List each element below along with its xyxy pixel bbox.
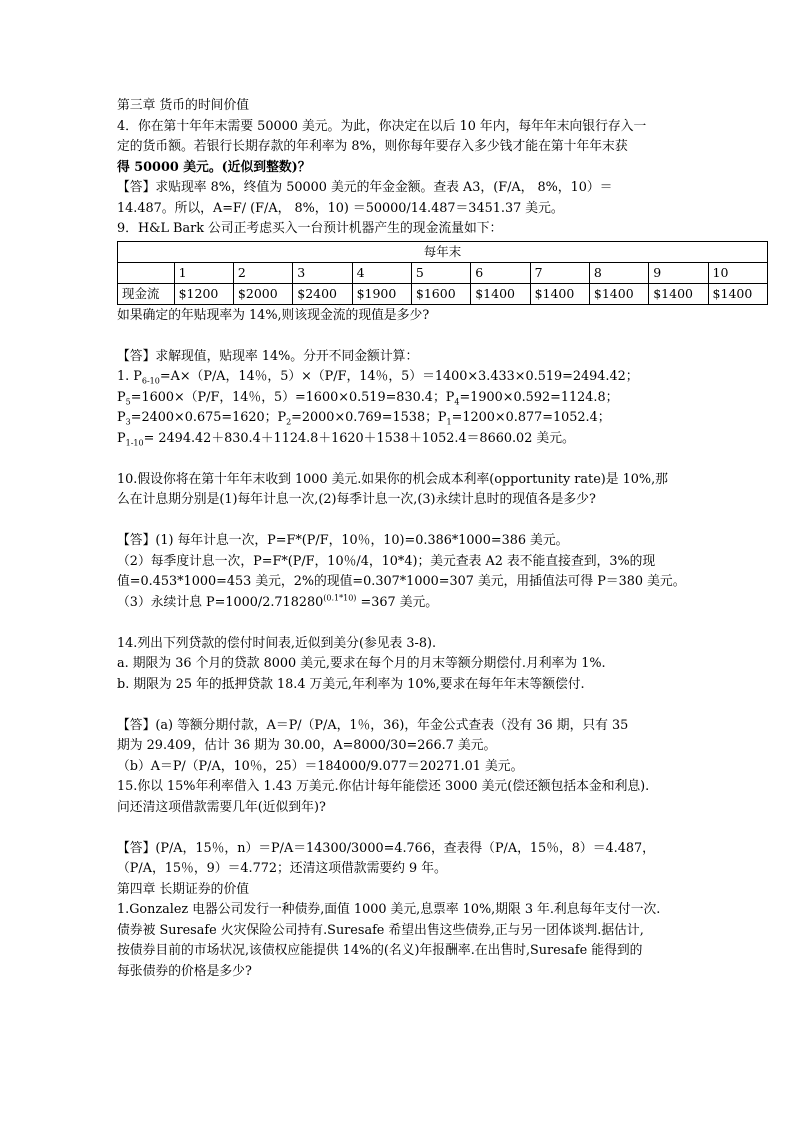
table-cell-year: 5	[411, 262, 470, 283]
table-cell-value: $1200	[174, 283, 233, 304]
table-row-label: 现金流	[118, 283, 175, 304]
table-cell-year: 6	[471, 262, 530, 283]
q9-answer-2: $P_5=1600\times(P/F$，14％，5）=1600×0.519=830.4；$P_4=1900\times 0.592=1124.8$；	[117, 389, 619, 407]
q10-answer-3: 值=0.453*1000=453 美元，2%的现值=0.307*1000=307 美元，用插值法可得 P＝380 美元。	[117, 574, 686, 589]
table-cell-year: 7	[530, 262, 589, 283]
q14-answer-2: 期为 29.409，估计 36 期为 30.00，A=8000/30=266.7 美元。	[117, 738, 497, 753]
ch4-q1-line-3: 按债券目前的市场状况,该债权应能提供 14%的(名义)年报酬率.在出售时,Suresafe 能得到的	[117, 943, 643, 958]
table-cell-value: $1600	[411, 283, 470, 304]
table-row-years	[118, 262, 768, 283]
table-cell-value: $1900	[352, 283, 411, 304]
spacer	[117, 511, 677, 532]
q9-line-1: 9．H&L Bark 公司正考虑买入一台预计机器产生的现金流量如下：	[117, 221, 503, 236]
document-page	[117, 96, 753, 982]
table-cell-year: 9	[649, 262, 708, 283]
q9-answer-1: 1. $P_{6-10}=A\times(P/A$，14％，5）×（P/F，14％，5）＝1400×3.433×0.519=2494.42；	[117, 369, 639, 386]
q4-answer-2: 14.487。所以，A=F/ (F/A， 8%，10) ＝50000/14.487＝3451.37 美元。	[117, 200, 564, 216]
table-cell-value: $1400	[530, 283, 589, 304]
table-cell-value: $1400	[471, 283, 530, 304]
q9-answer-3: $P_3=2400\times 0.675=1620$；$P_2=2000\times 0.769=1538$；$P_1=1200\times 0.877=1052.4$；	[117, 410, 611, 427]
ch4-q1-line-2: 债券被 Suresafe 火灾保险公司持有.Suresafe 希望出售这些债券,正与另一团体谈判.据估计,	[117, 922, 644, 938]
q9-line-2: 如果确定的年贴现率为 14%,则该现金流的现值是多少?	[117, 307, 430, 323]
cash-flow-table	[117, 241, 768, 305]
q14-line-1: 14.列出下列贷款的偿付时间表,近似到美分(参见表 3-8).	[117, 635, 437, 651]
q10-answer-1: 【答】(1) 每年计息一次，P=F*(P/F，10％，10)=0.386*1000=386 美元。	[117, 533, 569, 548]
table-cell-year: 3	[293, 262, 352, 283]
table-cell-year: 4	[352, 262, 411, 283]
spacer	[117, 818, 677, 839]
table-cell-year: 1	[174, 262, 233, 283]
ch4-q1-line-1: 1.Gonzalez 电器公司发行一种债券,面值 1000 美元,息票率 10%,期限 3 年.利息每年支付一次.	[117, 902, 661, 917]
table-row-cash-flow	[118, 283, 768, 304]
q15-answer-2: （P/A，15％，9）＝4.772；还清这项借款需要约 9 年。	[117, 861, 447, 876]
q14-answer-1: 【答】(a) 等额分期付款，A＝P/（P/A，1％，36)，年金公式查表（没有 36 期，只有 35	[117, 717, 629, 733]
table-cell-value: $2400	[293, 283, 352, 304]
q4-line-1: 4．你在第十年年末需要 50000 美元。为此，你决定在以后 10 年内，每年年末向银行存入一	[117, 118, 647, 134]
table-header: 每年末	[118, 241, 768, 262]
table-cell-empty	[118, 262, 175, 283]
chapter-4-title: 第四章 长期证券的价值	[117, 881, 250, 897]
q15-line-1: 15.你以 15%年利率借入 1.43 万美元.你估计每年能偿还 3000 美元(偿还额包括本金和利息).	[117, 779, 650, 794]
table-cell-year: 10	[708, 262, 767, 283]
spacer	[117, 613, 677, 634]
q10-answer-4: （3）永续计息 $P=1000/2.718280^{(0.1*10)} =367$ 美元。	[117, 593, 439, 610]
spacer	[117, 695, 677, 716]
table-cell-year: 2	[233, 262, 292, 283]
q14-line-b: b. 期限为 25 年的抵押贷款 18.4 万美元,年利率为 10%,要求在每年年末等额偿付.	[117, 676, 585, 692]
table-cell-year: 8	[589, 262, 648, 283]
q9-answer-intro: 【答】求解现值，贴现率 14%。分开不同金额计算：	[117, 348, 419, 364]
q10-line-2: 么在计息期分别是(1)每年计息一次,(2)每季计息一次,(3)永续计息时的现值各是多少?	[117, 492, 596, 507]
table-header-row	[118, 241, 768, 262]
q14-line-a: a. 期限为 36 个月的贷款 8000 美元,要求在每个月的月末等额分期偿付.月利率为 1%.	[117, 656, 606, 671]
q14-answer-3: （b）A＝P/（P/A，10％，25）＝184000/9.077＝20271.01 美元。	[117, 758, 524, 774]
table-cell-value: $1400	[649, 283, 708, 304]
table-cell-value: $1400	[708, 283, 767, 304]
q4-line-2: 定的货币额。若银行长期存款的年利率为 8%，则你每年要存入多少钱才能在第十年年末获	[117, 139, 628, 154]
table-cell-value: $1400	[589, 283, 648, 304]
q15-line-2: 问还清这项借款需要几年(近似到年)?	[117, 799, 326, 815]
ch4-q1-line-4: 每张债券的价格是多少?	[117, 963, 252, 979]
q10-answer-2: （2）每季度计息一次，P=F*(P/F，10％/4，10*4)；美元查表 A2 表不能直接查到，3%的现	[117, 553, 656, 569]
q15-answer-1: 【答】(P/A，15％，n）＝P/A＝14300/3000=4.766，查表得（P/A，15％，8）＝4.487，	[117, 840, 655, 856]
q4-answer-1: 【答】求贴现率 8%，终值为 50000 美元的年金金额。查表 A3，(F/A， 8%，10）＝	[117, 180, 613, 195]
q4-line-3: 得 50000 美元。(近似到整数)？	[117, 159, 311, 175]
spacer	[117, 326, 677, 347]
q9-answer-4: $P_{1-10}= 2494.42+830.4+1124.8+1620+1538+1052.4=8660.02$ 美元。	[117, 430, 575, 448]
spacer	[117, 449, 677, 470]
q10-line-1: 10.假设你将在第十年年末收到 1000 美元.如果你的机会成本利率(opportunity rate)是 10%,那	[117, 471, 668, 487]
chapter-3-title: 第三章 货币的时间价值	[117, 98, 250, 113]
table-cell-value: $2000	[233, 283, 292, 304]
